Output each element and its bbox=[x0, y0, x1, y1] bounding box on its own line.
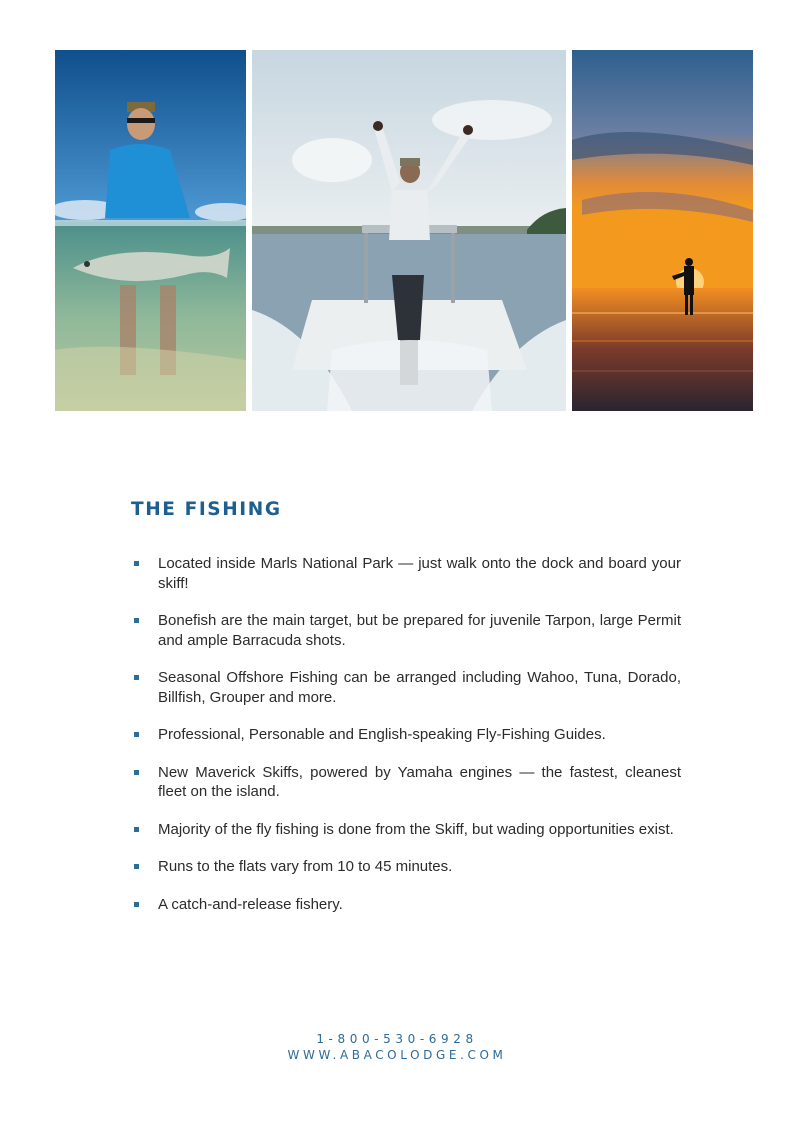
list-item-text: Seasonal Offshore Fishing can be arranged including Wahoo, Tuna, Dorado, Billfish, Grouper and more. bbox=[158, 669, 681, 706]
list-item bbox=[131, 611, 681, 650]
list-item bbox=[131, 763, 681, 802]
list-item bbox=[131, 857, 681, 877]
footer-phone: 1-800-530-6928 bbox=[316, 1032, 478, 1046]
list-item-text: New Maverick Skiffs, powered by Yamaha engines — the fastest, cleanest fleet on the island. bbox=[158, 763, 681, 800]
footer-website: WWW.ABACOLODGE.COM bbox=[287, 1048, 507, 1062]
square-bullet-icon bbox=[134, 675, 139, 680]
list-item-text: A catch-and-release fishery. bbox=[158, 895, 343, 913]
list-item-text: Runs to the flats vary from 10 to 45 minutes. bbox=[158, 858, 453, 875]
square-bullet-icon bbox=[134, 902, 139, 907]
square-bullet-icon bbox=[134, 770, 139, 775]
list-item bbox=[131, 725, 681, 745]
photo-angler-with-tarpon bbox=[55, 50, 246, 411]
list-item bbox=[131, 554, 681, 593]
square-bullet-icon bbox=[134, 827, 139, 832]
photo-strip bbox=[55, 50, 753, 411]
photo-skiff-celebration bbox=[252, 50, 566, 411]
list-item-text: Located inside Marls National Park — just walk onto the dock and board your skiff! bbox=[158, 555, 681, 592]
list-item bbox=[131, 820, 681, 840]
square-bullet-icon bbox=[134, 561, 139, 566]
photo-sunset-wading bbox=[572, 50, 753, 411]
list-item bbox=[131, 668, 681, 707]
list-item bbox=[131, 895, 681, 915]
list-item-text: Professional, Personable and English-speaking Fly-Fishing Guides. bbox=[158, 726, 606, 743]
square-bullet-icon bbox=[134, 618, 139, 623]
feature-list bbox=[131, 554, 681, 914]
square-bullet-icon bbox=[134, 864, 139, 869]
square-bullet-icon bbox=[134, 732, 139, 737]
list-item-text: Bonefish are the main target, but be prepared for juvenile Tarpon, large Permit and ample Barracuda shots. bbox=[158, 612, 681, 649]
list-item-text: Majority of the fly fishing is done from the Skiff, but wading opportunities exist. bbox=[158, 820, 674, 838]
section-title: THE FISHING bbox=[131, 499, 282, 520]
